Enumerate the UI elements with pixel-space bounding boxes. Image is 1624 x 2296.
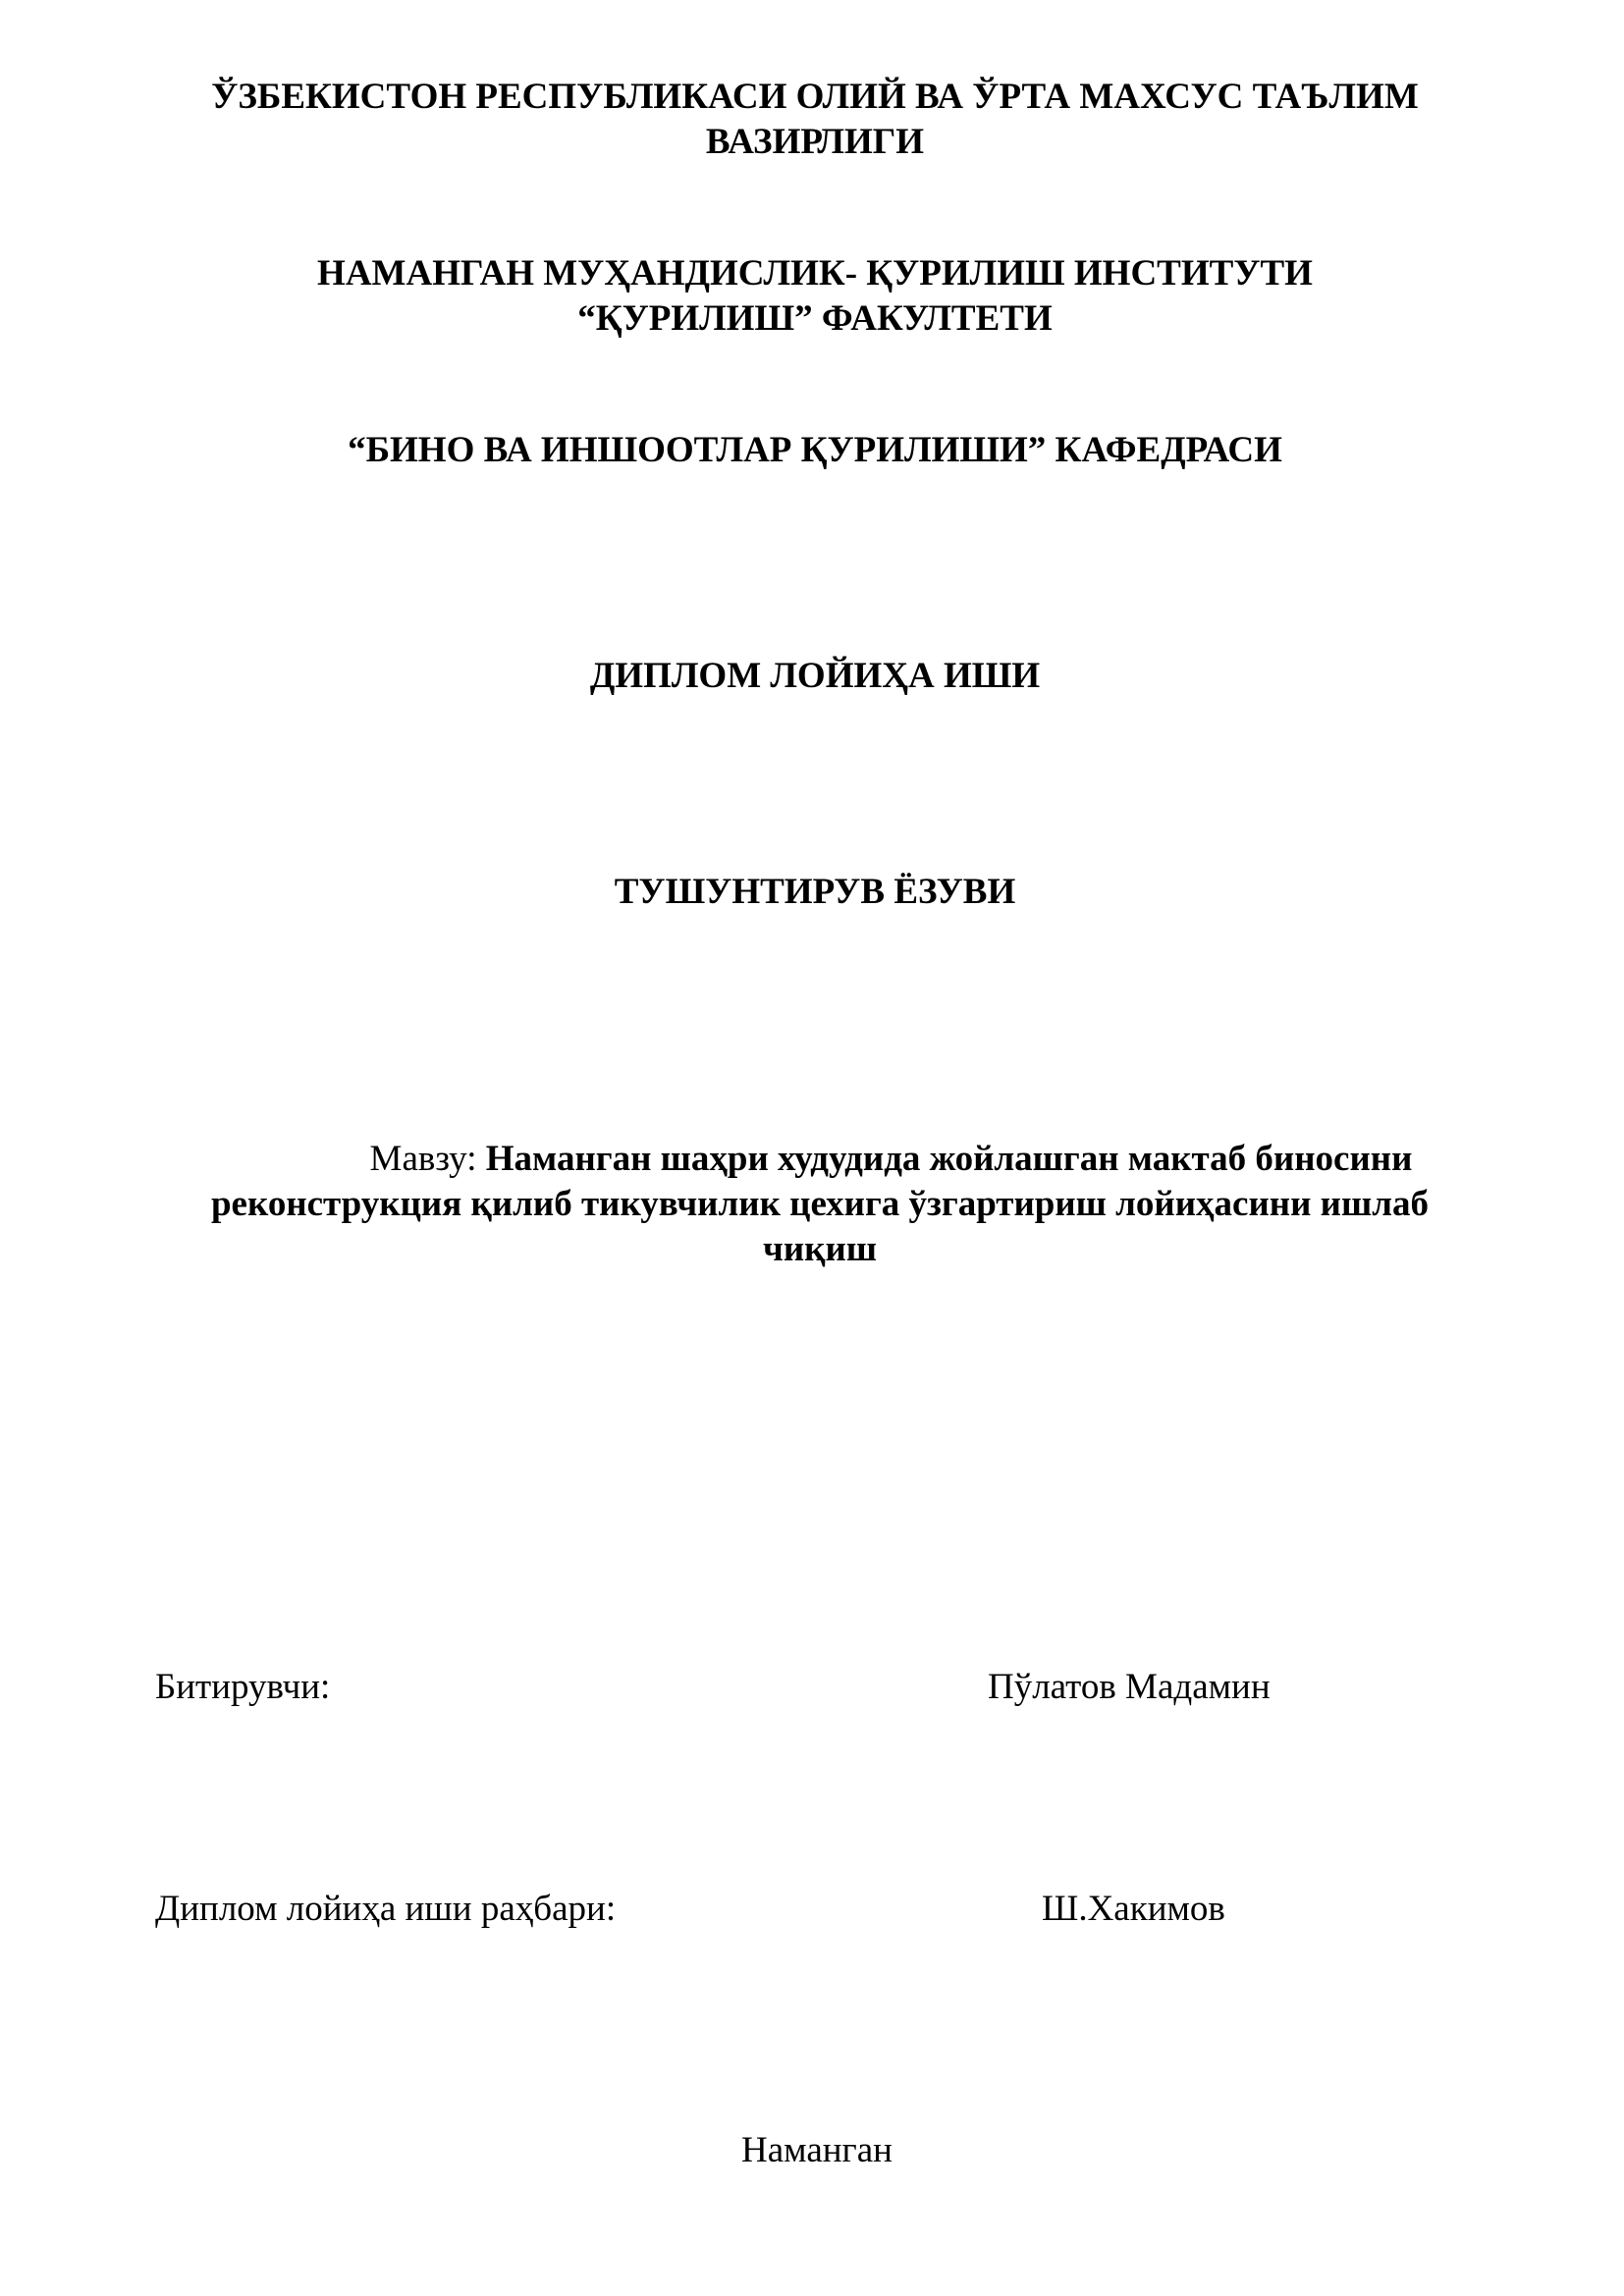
graduate-name: Пўлатов Мадамин xyxy=(988,1667,1271,1707)
supervisor-label: Диплом лойиҳа иши раҳбари: xyxy=(155,1889,617,1929)
topic-text-1: Наманган шаҳри худудида жойлашган мактаб биносини xyxy=(485,1139,1413,1179)
institute-name: НАМАНГАН МУҲАНДИСЛИК- ҚУРИЛИШ ИНСТИТУТИ xyxy=(317,253,1313,294)
ministry-heading xyxy=(147,75,1483,165)
topic-line-2: реконструкция қилиб тикувчилик цехига ўзгартириш лойиҳасини ишлаб xyxy=(210,1184,1429,1224)
graduate-label: Битирувчи: xyxy=(155,1667,331,1707)
topic-line-1 xyxy=(157,1137,1483,1182)
work-type-text: ДИПЛОМ ЛОЙИҲА ИШИ xyxy=(589,656,1041,696)
ministry-line-2: ВАЗИРЛИГИ xyxy=(705,122,925,162)
department-name: “БИНО ВА ИНШООТЛАР ҚУРИЛИШИ” КАФЕДРАСИ xyxy=(348,430,1282,470)
work-type-title xyxy=(147,654,1483,699)
topic-block xyxy=(157,1137,1483,1272)
topic-label: Мавзу: xyxy=(369,1139,486,1179)
topic-line-3: чиқиш xyxy=(762,1229,878,1269)
subtitle-text: ТУШУНТИРУВ ЁЗУВИ xyxy=(614,872,1016,912)
institute-heading xyxy=(147,251,1483,342)
faculty-name: “ҚУРИЛИШ” ФАКУЛТЕТИ xyxy=(577,298,1053,339)
city-footer: Наманган xyxy=(741,2130,893,2170)
supervisor-name: Ш.Хакимов xyxy=(1042,1889,1225,1929)
department-heading xyxy=(147,428,1483,473)
document-subtitle xyxy=(147,870,1483,915)
ministry-line-1: ЎЗБЕКИСТОН РЕСПУБЛИКАСИ ОЛИЙ ВА ЎРТА МАХСУС ТАЪЛИМ xyxy=(211,77,1419,117)
